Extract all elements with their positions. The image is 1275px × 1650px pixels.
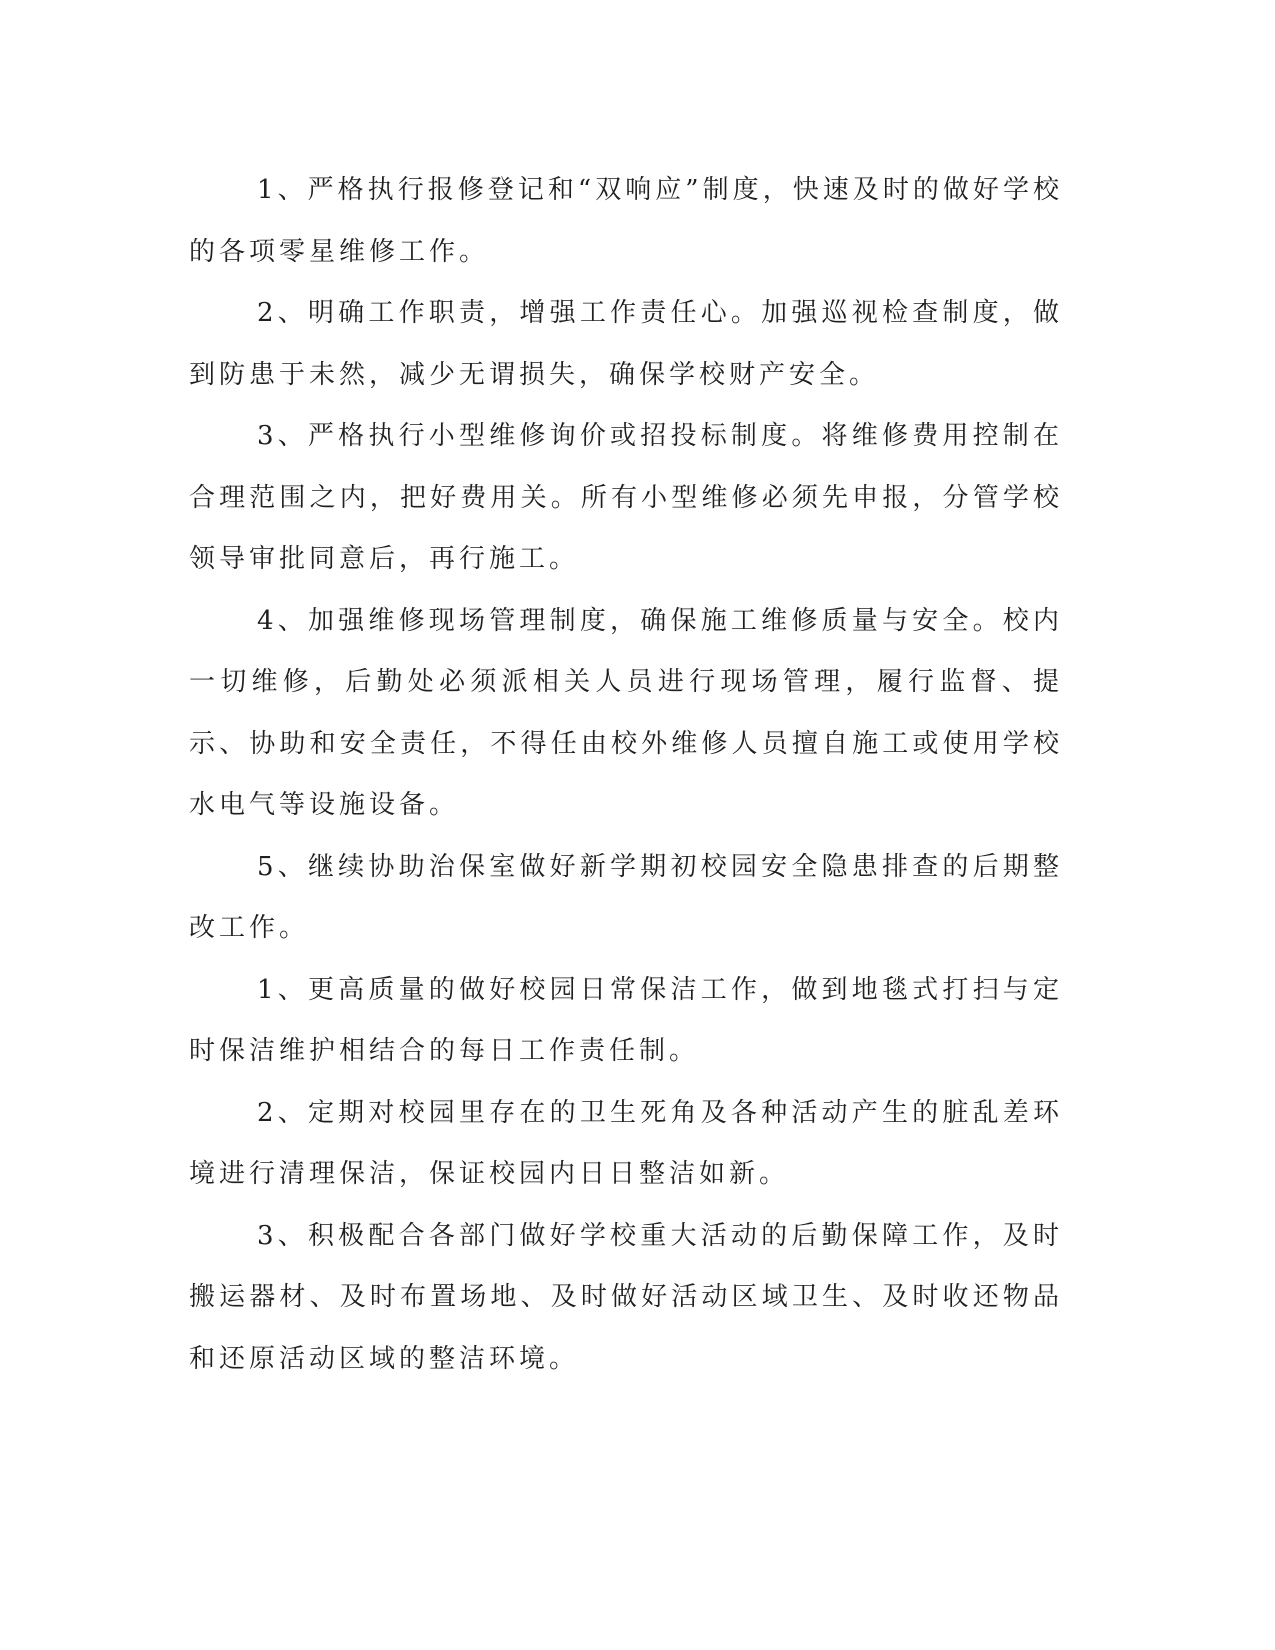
paragraph-event-support: 3、积极配合各部门做好学校重大活动的后勤保障工作，及时搬运器材、及时布置场地、及时做好活动区域卫生、及时收还物品和还原活动区域的整洁环境。: [189, 1220, 1063, 1374]
paragraph-site-management: 4、加强维修现场管理制度，确保施工维修质量与安全。校内一切维修，后勤处必须派相关人员进行现场管理，履行监督、提示、协助和安全责任，不得任由校外维修人员擅自施工或使用学校水电气等设施设备。: [189, 605, 1063, 820]
paragraph-safety-inspection: 5、继续协助治保室做好新学期初校园安全隐患排查的后期整改工作。: [189, 851, 1063, 943]
document-body: [189, 160, 1063, 1390]
paragraph-small-repair-bidding: 3、严格执行小型维修询价或招投标制度。将维修费用控制在合理范围之内，把好费用关。所有小型维修必须先申报，分管学校领导审批同意后，再行施工。: [189, 421, 1063, 574]
paragraph-duty-responsibility: 2、明确工作职责，增强工作责任心。加强巡视检查制度，做到防患于未然，减少无谓损失，确保学校财产安全。: [189, 298, 1063, 390]
paragraph-daily-cleaning: 1、更高质量的做好校园日常保洁工作，做到地毯式打扫与定时保洁维护相结合的每日工作责任制。: [189, 974, 1063, 1066]
paragraph-regular-cleanup: 2、定期对校园里存在的卫生死角及各种活动产生的脏乱差环境进行清理保洁，保证校园内日日整洁如新。: [189, 1097, 1063, 1189]
paragraph-repair-registration: 1、严格执行报修登记和“双响应”制度，快速及时的做好学校的各项零星维修工作。: [189, 175, 1063, 267]
